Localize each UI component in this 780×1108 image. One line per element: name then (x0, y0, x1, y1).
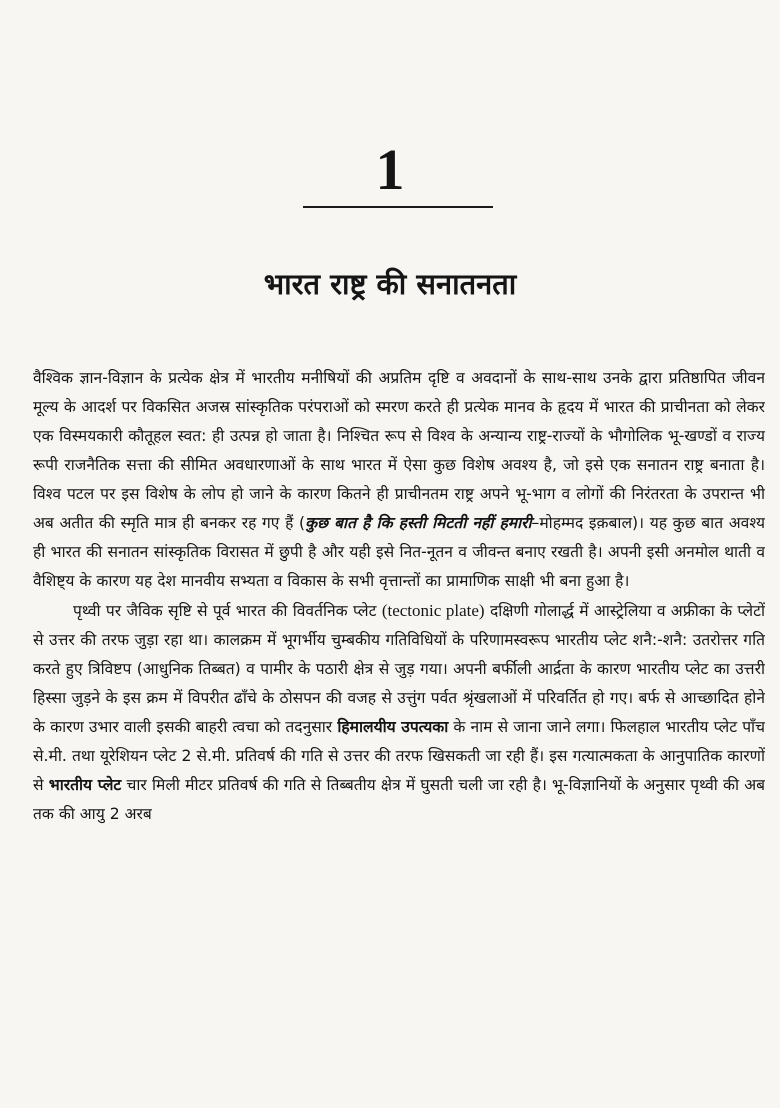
chapter-body (33, 364, 765, 964)
paragraph-2-text-a: पृथ्वी पर जैविक सृष्टि से पूर्व भारत की विवर्तनिक प्लेट (73, 602, 377, 620)
paragraph-1-text-b: –मोहम्मद इक़बाल)। यह कुछ बात अवश्य ही भारत की सनातन सांस्कृतिक विरासत में छुपी है और यही इसे नित-नूतन व जीवन्त बनाए रखती है। अपनी इसी अनमोल थाती व वैशिष्ट्य के कारण यह देश मानवीय सभ्यता व विकास के सभी वृत्तान्तों का प्रामाणिक साक्षी भी बना हुआ है। (33, 514, 765, 590)
himalayan-valley-term: हिमालयीय उपत्यका (337, 718, 449, 736)
chapter-number-underline (303, 206, 493, 208)
paragraph-2-text-d: चार मिली मीटर प्रतिवर्ष की गति से तिब्बतीय क्षेत्र में घुसती चली जा रही है। भू-विज्ञानियों के अनुसार पृथ्वी की अब तक की आयु 2 अरब (33, 776, 765, 823)
indian-plate-term: भारतीय प्लेट (48, 776, 122, 794)
paragraph-1 (33, 364, 765, 596)
chapter-title: भारत राष्ट्र की सनातनता (263, 267, 517, 301)
paragraph-2-text-b: दक्षिणी गोलार्द्ध में आस्ट्रेलिया व अफ्रीका के प्लेटों से उत्तर की तरफ जुड़ा रहा था। कालक्रम में भूगर्भीय चुम्बकीय गतिविधियों के परिणामस्वरूप भारतीय प्लेट शनै:-शनै: उतरोत्तर गति करते हुए त्रिविष्टप (आधुनिक तिब्बत) व पामीर के पठारी क्षेत्र से जुड़ गया। अपनी बर्फीली आर्द्रता के कारण भारतीय प्लेट का उत्तरी हिस्सा जुड़ने के इस क्रम में विपरीत ढाँचे के ठोसपन की वजह से उत्तुंग पर्वत श्रृंखलाओं में परिवर्तित हो गए। बर्फ से आच्छादित होने के कारण उभार वाली इसकी बाहरी त्वचा को तदनुसार (33, 602, 765, 736)
chapter-number: 1 (375, 137, 405, 202)
iqbal-quote: कुछ बात है कि हस्ती मिटती नहीं हमारी (305, 514, 532, 532)
tectonic-plate-term: (tectonic plate) (381, 601, 485, 620)
paragraph-2 (33, 596, 765, 829)
paragraph-1-text-a: वैश्विक ज्ञान-विज्ञान के प्रत्येक क्षेत्र में भारतीय मनीषियों की अप्रतिम दृष्टि व अवदानों के साथ-साथ उनके द्वारा प्रतिष्ठापित जीवन मूल्य के आदर्श पर विकसित अजस्र सांस्कृतिक परंपराओं को स्मरण करते ही प्रत्येक मानव के हृदय में भारत की प्राचीनता को लेकर एक विस्मयकारी कौतूहल स्वत: ही उत्पन्न हो जाता है। निश्चित रूप से विश्व के अन्यान्य राष्ट्र-राज्यों के भौगोलिक भू-खण्डों व राज्य रूपी राजनैतिक सत्ता की सीमित अवधारणाओं के साथ भारत में ऐसा कुछ विशेष अवश्य है, जो इसे एक सनातन राष्ट्र बनाता है। विश्व पटल पर इस विशेष के लोप हो जाने के कारण कितने ही प्राचीनतम राष्ट्र अपने भू-भाग व लोगों की निरंतरता के उपरान्त भी अब अतीत की स्मृति मात्र ही बनकर रह गए हैं ( (33, 369, 765, 532)
paragraph-2-text-c: के नाम से जाना जाने लगा। फिलहाल भारतीय प्लेट पाँच से.मी. तथा यूरेशियन प्लेट 2 से.मी. प्रतिवर्ष की गति से उत्तर की तरफ खिसकती जा रही हैं। इस गत्यात्मकता के आनुपातिक कारणों से (33, 718, 765, 794)
